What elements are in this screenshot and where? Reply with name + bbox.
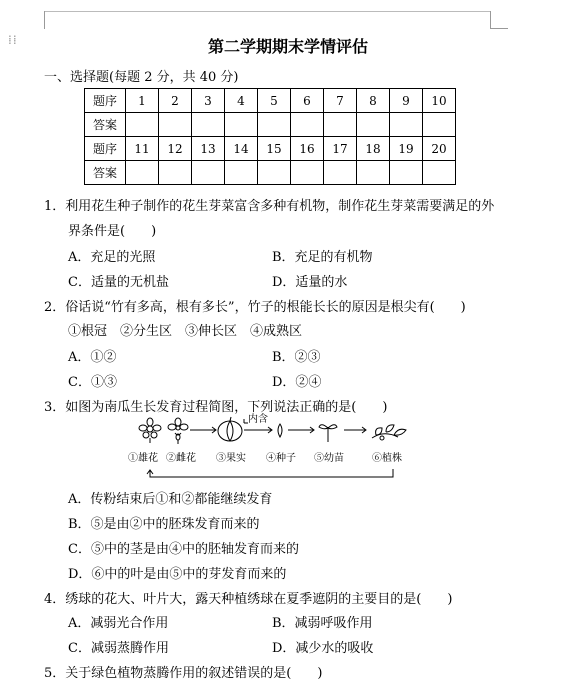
arrow-icon: [190, 427, 216, 433]
table-row: [85, 161, 456, 185]
table-row: [85, 89, 456, 113]
label-fruit: ③果实: [216, 453, 246, 464]
answer-cell[interactable]: [291, 113, 324, 137]
table-row: [85, 137, 456, 161]
answer-cell[interactable]: [192, 161, 225, 185]
answer-cell[interactable]: [159, 113, 192, 137]
question-number: 13: [192, 137, 225, 161]
answer-cell[interactable]: [258, 161, 291, 185]
seed-icon: [278, 424, 282, 437]
answer-cell[interactable]: [225, 161, 258, 185]
seedling-icon: [319, 425, 337, 442]
q2-stem: 2．俗话说“竹有多高，根有多长”，竹子的根能长长的原因是根尖有( ): [44, 300, 466, 315]
q3-option-c: C．⑤中的茎是由④中的胚轴发育而来的: [68, 542, 299, 557]
label-female-flower: ②雌花: [166, 453, 196, 464]
q2-option-c: C．①③: [68, 375, 117, 390]
cycle-loop-line: [150, 469, 393, 477]
crop-mark-left: [44, 11, 45, 29]
contains-label: 内含: [248, 414, 268, 425]
answer-cell[interactable]: [126, 161, 159, 185]
question-number: 11: [126, 137, 159, 161]
question-number: 20: [423, 137, 456, 161]
answer-cell[interactable]: [225, 113, 258, 137]
q1-stem-cont: 界条件是( ): [68, 224, 157, 239]
answer-cell[interactable]: [126, 113, 159, 137]
question-number: 14: [225, 137, 258, 161]
q1-option-c: C．适量的无机盐: [68, 275, 169, 290]
q4-option-d: D．减少水的吸收: [272, 641, 374, 656]
question-number: 18: [357, 137, 390, 161]
page-title: 第二学期期末学情评估: [207, 37, 368, 56]
question-number: 9: [390, 89, 423, 113]
female-flower-icon: [168, 418, 188, 444]
answer-cell[interactable]: [390, 161, 423, 185]
answer-cell[interactable]: [159, 161, 192, 185]
table-row: [85, 113, 456, 137]
crop-mark-top: [44, 11, 491, 12]
label-plant: ⑥植株: [372, 453, 402, 464]
question-number: 15: [258, 137, 291, 161]
question-number: 8: [357, 89, 390, 113]
crop-mark-right-tick: [490, 28, 508, 29]
plant-icon: [372, 425, 406, 440]
q1-option-d: D．适量的水: [272, 275, 348, 290]
question-number: 5: [258, 89, 291, 113]
q5-stem: 5．关于绿色植物蒸腾作用的叙述错误的是( ): [44, 666, 323, 681]
header-label: 题序: [85, 137, 126, 161]
question-number: 6: [291, 89, 324, 113]
q3-option-b: B．⑤是由②中的胚珠发育而来的: [68, 517, 260, 532]
question-number: 4: [225, 89, 258, 113]
answer-label: 答案: [85, 113, 126, 137]
answer-cell[interactable]: [423, 161, 456, 185]
arrow-icon: [344, 427, 366, 433]
section-heading: 一、选择题(每题 2 分，共 40 分): [44, 70, 239, 85]
answer-cell[interactable]: [291, 161, 324, 185]
crop-mark-right: [490, 11, 491, 29]
answer-cell[interactable]: [423, 113, 456, 137]
q2-option-a: A．①②: [68, 350, 117, 365]
pumpkin-lifecycle-diagram: [128, 413, 418, 481]
question-number: 16: [291, 137, 324, 161]
q3-option-a: A．传粉结束后①和②都能继续发育: [68, 492, 273, 507]
label-male-flower: ①雄花: [128, 453, 158, 464]
answer-cell[interactable]: [357, 113, 390, 137]
question-number: 3: [192, 89, 225, 113]
answer-cell[interactable]: [258, 113, 291, 137]
answer-cell[interactable]: [357, 161, 390, 185]
answer-label: 答案: [85, 161, 126, 185]
answer-cell[interactable]: [192, 113, 225, 137]
q1-option-b: B．充足的有机物: [272, 250, 373, 265]
label-seedling: ⑤幼苗: [314, 453, 344, 464]
q4-option-b: B．减弱呼吸作用: [272, 616, 373, 631]
q1-stem: 1．利用花生种子制作的花生芽菜富含多种有机物，制作花生芽菜需要满足的外: [44, 199, 495, 214]
q3-stem: 3．如图为南瓜生长发育过程简图，下列说法正确的是( ): [44, 400, 388, 415]
question-number: 19: [390, 137, 423, 161]
q2-option-d: D．②④: [272, 375, 322, 390]
question-number: 7: [324, 89, 357, 113]
q4-option-c: C．减弱蒸腾作用: [68, 641, 169, 656]
answer-table: [84, 88, 456, 185]
answer-cell[interactable]: [324, 161, 357, 185]
q2-option-b: B．②③: [272, 350, 321, 365]
arrow-icon: [288, 427, 314, 433]
q2-items: ①根冠 ②分生区 ③伸长区 ④成熟区: [68, 324, 303, 339]
question-number: 12: [159, 137, 192, 161]
answer-cell[interactable]: [390, 113, 423, 137]
q3-option-d: D．⑥中的叶是由⑤中的芽发育而来的: [68, 567, 287, 582]
drag-handle-icon[interactable]: ⁞⁞: [8, 33, 18, 47]
label-seed: ④种子: [266, 453, 296, 464]
pumpkin-fruit-icon: [218, 417, 242, 441]
male-flower-icon: [139, 418, 161, 443]
answer-cell[interactable]: [324, 113, 357, 137]
question-number: 1: [126, 89, 159, 113]
question-number: 2: [159, 89, 192, 113]
q4-stem: 4．绣球的花大、叶片大，露天种植绣球在夏季遮阴的主要目的是( ): [44, 592, 453, 607]
header-label: 题序: [85, 89, 126, 113]
q1-option-a: A．充足的光照: [68, 250, 156, 265]
question-number: 10: [423, 89, 456, 113]
arrow-icon: [244, 427, 272, 433]
question-number: 17: [324, 137, 357, 161]
q4-option-a: A．减弱光合作用: [68, 616, 169, 631]
